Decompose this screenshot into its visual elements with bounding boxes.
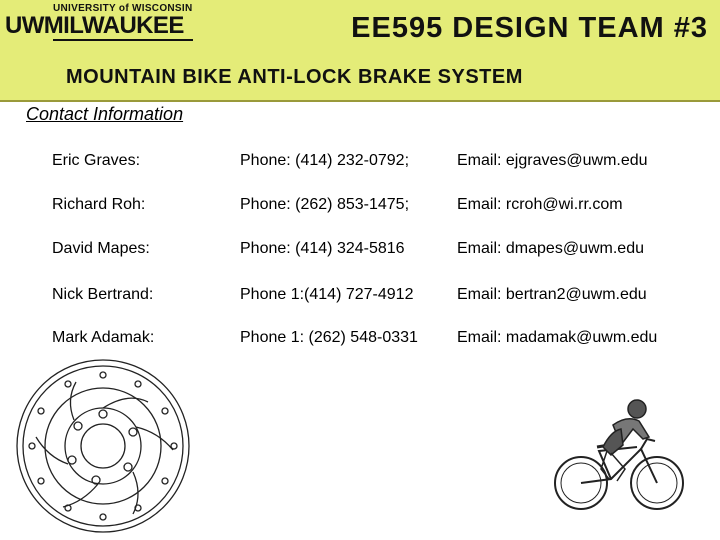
contact-name: Richard Roh: <box>52 196 146 213</box>
contact-heading: Contact Information <box>26 104 184 124</box>
contact-row <box>0 329 720 353</box>
contact-email: Email: ejgraves@uwm.edu <box>457 152 648 169</box>
contact-name: Nick Bertrand: <box>52 286 154 303</box>
contact-email: Email: rcroh@wi.rr.com <box>457 196 623 213</box>
contact-email: Email: bertran2@uwm.edu <box>457 286 647 303</box>
cyclist-icon <box>553 395 685 515</box>
team-title: EE595 DESIGN TEAM #3 <box>351 12 708 44</box>
logo-milwaukee-text: UWMILWAUKEE <box>5 12 184 39</box>
contact-row <box>0 152 720 176</box>
brake-rotor-icon <box>8 352 198 540</box>
uwm-logo <box>5 2 205 44</box>
contact-email: Email: madamak@uwm.edu <box>457 329 658 346</box>
contact-name: David Mapes: <box>52 240 150 257</box>
contact-row <box>0 240 720 264</box>
contact-phone: Phone: (414) 232-0792; <box>240 152 410 169</box>
contact-row <box>0 286 720 310</box>
header-banner <box>0 0 720 100</box>
contact-name: Eric Graves: <box>52 152 141 169</box>
contact-phone: Phone: (414) 324-5816 <box>240 240 405 257</box>
project-subtitle: MOUNTAIN BIKE ANTI-LOCK BRAKE SYSTEM <box>66 66 523 88</box>
contact-phone: Phone 1:(414) 727-4912 <box>240 286 414 303</box>
contact-row <box>0 196 720 220</box>
logo-university-text: UNIVERSITY of WISCONSIN <box>53 3 193 14</box>
contact-email: Email: dmapes@uwm.edu <box>457 240 644 257</box>
contact-name: Mark Adamak: <box>52 329 155 346</box>
logo-underline <box>53 39 193 41</box>
header-divider <box>0 100 720 102</box>
contact-phone: Phone 1: (262) 548-0331 <box>240 329 418 346</box>
contact-phone: Phone: (262) 853-1475; <box>240 196 410 213</box>
